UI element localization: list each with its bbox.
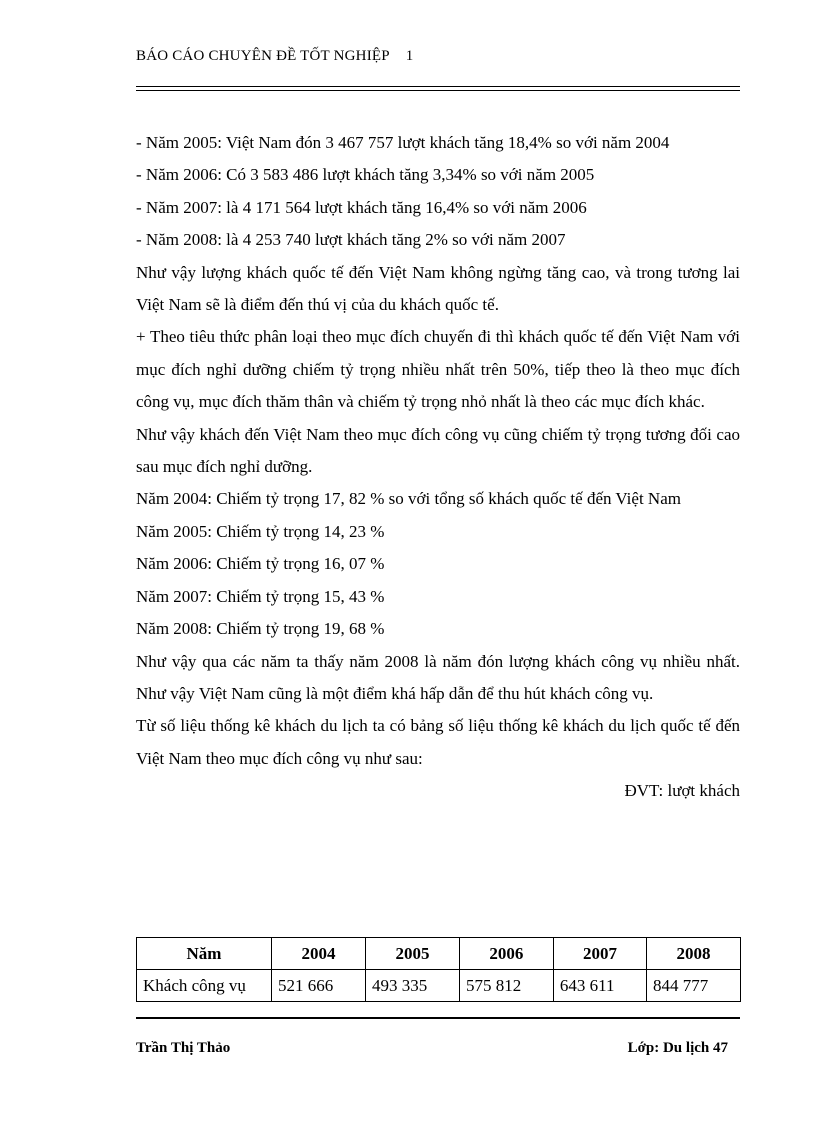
paragraph-business: Như vậy khách đến Việt Nam theo mục đích công vụ cũng chiếm tỷ trọng tương đối cao sau mục đích nghỉ dưỡng. [136, 424, 740, 477]
paragraph-2005: - Năm 2005: Việt Nam đón 3 467 757 lượt khách tăng 18,4% so với năm 2004 [136, 133, 670, 152]
footer-class: Lớp: Du lịch 47 [627, 1040, 728, 1056]
table-header-cell: 2004 [272, 938, 366, 970]
table-header-cell: 2006 [459, 938, 553, 970]
paragraph-summary: Như vậy lượng khách quốc tế đến Việt Nam không ngừng tăng cao, và trong tương lai Việt Nam sẽ là điểm đến thú vị của du khách quốc tế. [136, 262, 740, 315]
document-body [136, 127, 740, 808]
header-rule [136, 86, 740, 91]
footer-rule [136, 1017, 740, 1019]
page-footer [136, 1040, 740, 1057]
paragraph-2008: - Năm 2008: là 4 253 740 lượt khách tăng 2% so với năm 2007 [136, 230, 566, 250]
table-cell: Khách công vụ [137, 970, 272, 1002]
paragraph-share-2005: Năm 2005: Chiếm tỷ trọng 14, 23 % [136, 521, 385, 541]
table-header-cell: Năm [137, 938, 272, 970]
paragraph-2006: - Năm 2006: Có 3 583 486 lượt khách tăng 3,34% so với năm 2005 [136, 165, 595, 185]
paragraph-2007: - Năm 2007: là 4 171 564 lượt khách tăng 16,4% so với năm 2006 [136, 197, 587, 217]
table-header-cell: 2005 [365, 938, 459, 970]
paragraph-purpose: + Theo tiêu thức phân loại theo mục đích chuyến đi thì khách quốc tế đến Việt Nam với mục đích nghỉ dưỡng chiếm tỷ trọng nhiều nhất trên 50%, tiếp theo là theo mục đích công vụ, mục đích thăm thân và chiếm tỷ trọng nhỏ nhất là theo các mục đích khác. [136, 327, 740, 412]
page-number: 1 [405, 48, 414, 64]
table-header-row [137, 938, 741, 970]
footer-author: Trần Thị Thảo [136, 1040, 231, 1056]
paragraph-table-intro: Từ số liệu thống kê khách du lịch ta có bảng số liệu thống kê khách du lịch quốc tế đến Việt Nam theo mục đích công vụ như sau: [136, 716, 740, 768]
paragraph-share-2008: Năm 2008: Chiếm tỷ trọng 19, 68 % [136, 619, 385, 639]
unit-label: ĐVT: lượt khách [624, 781, 740, 801]
table-cell: 493 335 [365, 970, 459, 1002]
header-title: BÁO CÁO CHUYÊN ĐỀ TỐT NGHIỆP [136, 48, 390, 64]
paragraph-conclusion: Như vậy qua các năm ta thấy năm 2008 là năm đón lượng khách công vụ nhiều nhất. Như vậy Việt Nam cũng là một điểm khá hấp dẫn để thu hút khách công vụ. [136, 651, 740, 703]
table-row [137, 970, 741, 1002]
paragraph-share-2007: Năm 2007: Chiếm tỷ trọng 15, 43 % [136, 586, 385, 606]
table-cell: 521 666 [272, 970, 366, 1002]
table-cell: 844 777 [647, 970, 741, 1002]
table-header-cell: 2008 [647, 938, 741, 970]
paragraph-share-2004: Năm 2004: Chiếm tỷ trọng 17, 82 % so với tổng số khách quốc tế đến Việt Nam [136, 489, 681, 509]
table-cell: 643 611 [553, 970, 646, 1002]
page-header [136, 48, 740, 65]
business-visitors-table [136, 937, 741, 1002]
paragraph-share-2006: Năm 2006: Chiếm tỷ trọng 16, 07 % [136, 554, 385, 574]
table-cell: 575 812 [459, 970, 553, 1002]
table-header-cell: 2007 [553, 938, 646, 970]
